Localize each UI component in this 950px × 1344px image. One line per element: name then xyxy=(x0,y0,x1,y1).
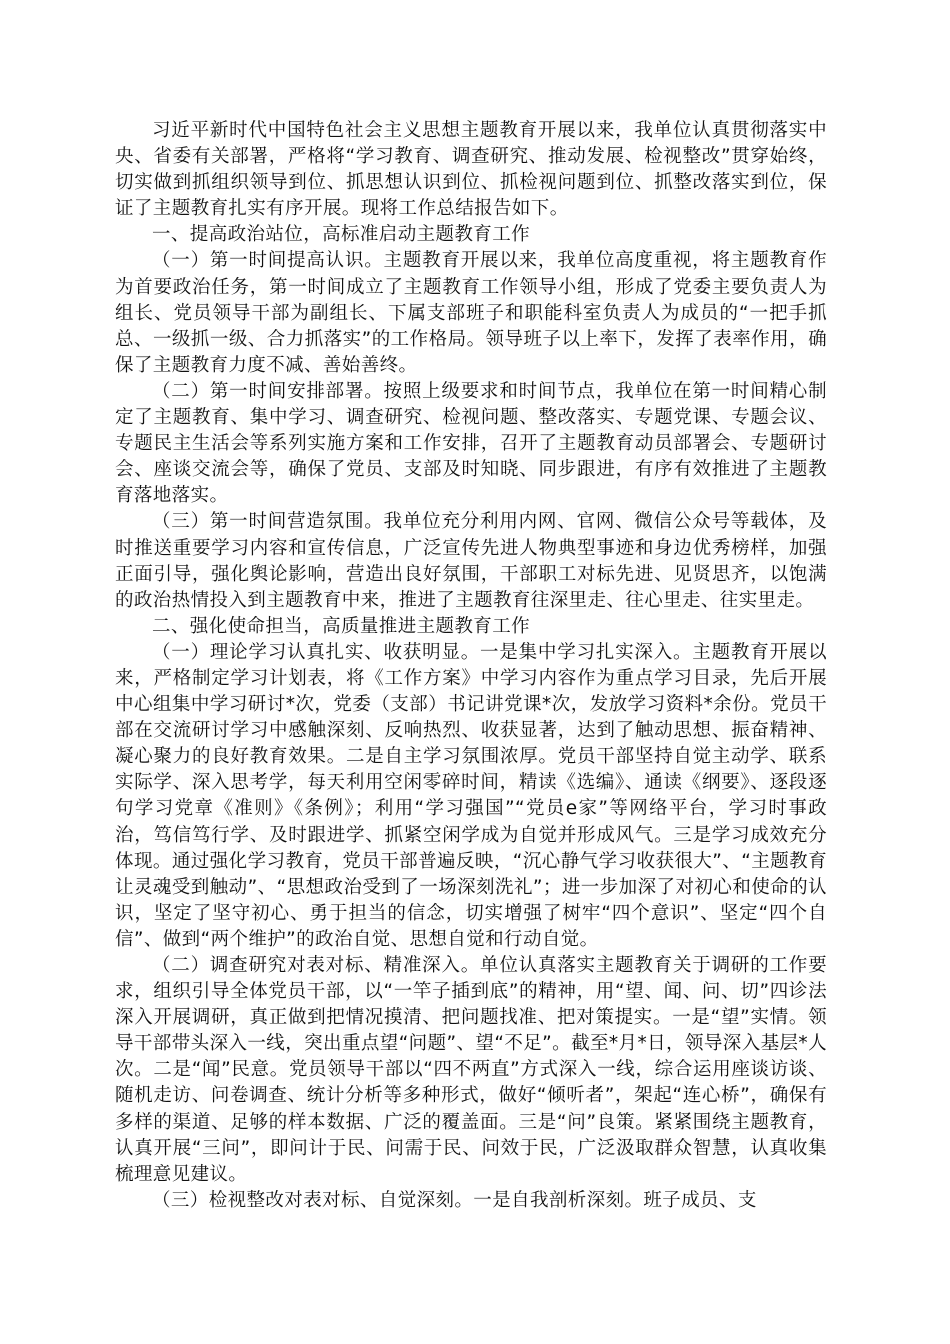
intro-paragraph: 习近平新时代中国特色社会主义思想主题教育开展以来，我单位认真贯彻落实中央、省委有关部署，严格将“学习教育、调查研究、推动发展、检视整改”贯穿始终，切实做到抓组织领导到位、抓思想认识到位、抓检视问题到位、抓整改落实到位，保证了主题教育扎实有序开展。现将工作总结报告如下。 xyxy=(115,120,827,220)
section-heading-1: 一、提高政治站位，高标准启动主题教育工作 xyxy=(152,224,531,246)
section-heading-2: 二、强化使命担当，高质量推进主题教育工作 xyxy=(152,615,531,637)
paragraph-1-3: （三）第一时间营造氛围。我单位充分利用内网、官网、微信公众号等载体，及时推送重要学习内容和宣传信息，广泛宣传先进人物典型事迹和身边优秀榜样，加强正面引导，强化舆论影响，营造出良好氛围，干部职工对标先进、见贤思齐，以饱满的政治热情投入到主题教育中来，推进了主题教育往深里走、往心里走、往实里走。 xyxy=(115,511,827,611)
paragraph-2-2: （二）调查研究对表对标、精准深入。单位认真落实主题教育关于调研的工作要求，组织引导全体党员干部，以“一竿子插到底”的精神，用“望、闻、问、切”四诊法深入开展调研，真正做到把情况摸清、把问题找准、把对策提实。一是“望”实情。领导干部带头深入一线，突出重点望“问题”、望“不足”。截至*月*日，领导深入基层*人次。二是“闻”民意。党员领导干部以“四不两直”方式深入一线，综合运用座谈访谈、随机走访、问卷调查、统计分析等多种形式，做好“倾听者”，架起“连心桥”，确保有多样的渠道、足够的样本数据、广泛的覆盖面。三是“问”良策。紧紧围绕主题教育，认真开展“三问”，即问计于民、问需于民、问效于民，广泛汲取群众智慧，认真收集梳理意见建议。 xyxy=(115,955,827,1185)
paragraph-1-1: （一）第一时间提高认识。主题教育开展以来，我单位高度重视，将主题教育作为首要政治任务，第一时间成立了主题教育工作领导小组，形成了党委主要负责人为组长、党员领导干部为副组长、下属支部班子和职能科室负责人为成员的“一把手抓总、一级抓一级、合力抓落实”的工作格局。领导班子以上率下，发挥了表率作用，确保了主题教育力度不减、善始善终。 xyxy=(115,250,827,376)
paragraph-1-2: （二）第一时间安排部署。按照上级要求和时间节点，我单位在第一时间精心制定了主题教育、集中学习、调查研究、检视问题、整改落实、专题党课、专题会议、专题民主生活会等系列实施方案和工作安排，召开了主题教育动员部署会、专题研讨会、座谈交流会等，确保了党员、支部及时知晓、同步跟进，有序有效推进了主题教育落地落实。 xyxy=(115,380,827,507)
paragraph-2-3: （三）检视整改对表对标、自觉深刻。一是自我剖析深刻。班子成员、支 xyxy=(152,1189,757,1211)
document-page xyxy=(115,118,827,1214)
paragraph-2-1: （一）理论学习认真扎实、收获明显。一是集中学习扎实深入。主题教育开展以来，严格制定学习计划表，将《工作方案》中学习内容作为重点学习目录，先后开展中心组集中学习研讨*次，党委（支部）书记讲党课*次，发放学习资料*余份。党员干部在交流研讨学习中感触深刻、反响热烈、收获显著，达到了触动思想、振奋精神、凝心聚力的良好教育效果。二是自主学习氛围浓厚。党员干部坚持自觉主动学、联系实际学、深入思考学，每天利用空闲零碎时间，精读《选编》、通读《纲要》、逐段逐句学习党章《准则》《条例》；利用“学习强国”“党员e家”等网络平台，学习时事政治，笃信笃行学、及时跟进学、抓紧空闲学成为自觉并形成风气。三是学习成效充分体现。通过强化学习教育，党员干部普遍反映，“沉心静气学习收获很大”、“主题教育让灵魂受到触动”、“思想政治受到了一场深刻洗礼”；进一步加深了对初心和使命的认识，坚定了坚守初心、勇于担当的信念，切实增强了树牢“四个意识”、坚定“四个自信”、做到“两个维护”的政治自觉、思想自觉和行动自觉。 xyxy=(115,641,827,950)
